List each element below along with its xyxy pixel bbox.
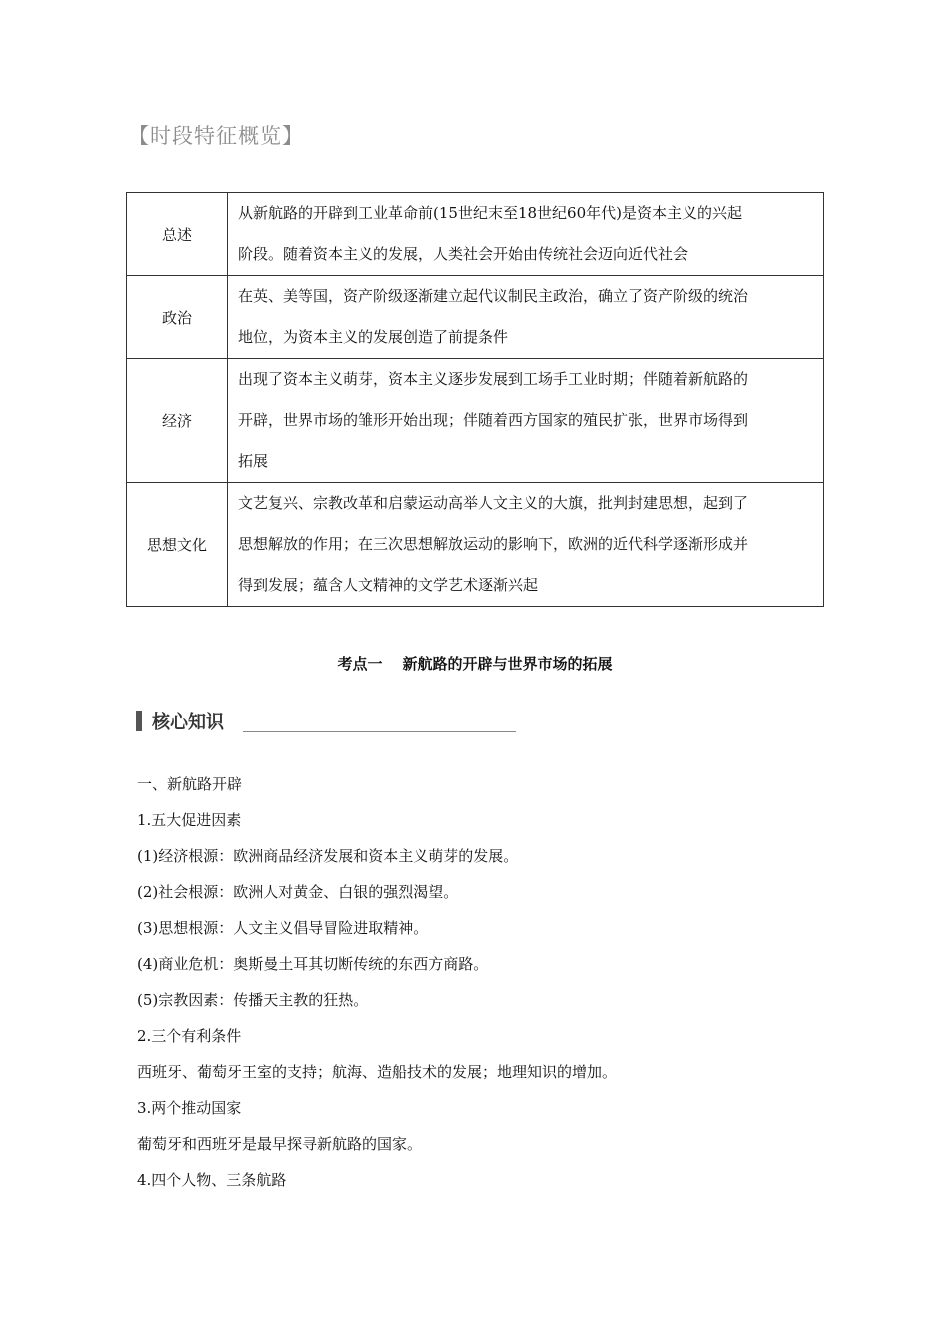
row-category: 经济 bbox=[127, 359, 228, 483]
body-line: 1.五大促进因素 bbox=[137, 811, 242, 829]
table-row bbox=[127, 483, 824, 607]
table-row bbox=[127, 193, 824, 276]
body-line: (3)思想根源：人文主义倡导冒险进取精神。 bbox=[137, 919, 429, 937]
body-line: (5)宗教因素：传播天主教的狂热。 bbox=[137, 991, 369, 1009]
description-line: 出现了资本主义萌芽，资本主义逐步发展到工场手工业时期；伴随着新航路的 bbox=[238, 370, 749, 388]
body-line: 4.四个人物、三条航路 bbox=[137, 1171, 287, 1189]
description-line: 阶段。随着资本主义的发展，人类社会开始由传统社会迈向近代社会 bbox=[238, 245, 689, 263]
exam-point-title: 新航路的开辟与世界市场的拓展 bbox=[402, 655, 613, 673]
body-line: 3.两个推动国家 bbox=[137, 1099, 242, 1117]
row-category: 思想文化 bbox=[127, 483, 228, 607]
body-text bbox=[137, 766, 837, 1198]
row-description bbox=[228, 483, 824, 607]
body-line: (2)社会根源：欧洲人对黄金、白银的强烈渴望。 bbox=[137, 883, 459, 901]
section-underline bbox=[243, 731, 516, 732]
description-line: 文艺复兴、宗教改革和启蒙运动高举人文主义的大旗，批判封建思想，起到了 bbox=[238, 494, 749, 512]
exam-point-label: 考点一 bbox=[337, 655, 383, 673]
body-line: (1)经济根源：欧洲商品经济发展和资本主义萌芽的发展。 bbox=[137, 847, 519, 865]
description-line: 得到发展；蕴含人文精神的文学艺术逐渐兴起 bbox=[238, 576, 539, 594]
description-line: 在英、美等国，资产阶级逐渐建立起代议制民主政治，确立了资产阶级的统治 bbox=[238, 287, 749, 305]
row-description bbox=[228, 359, 824, 483]
body-line: 葡萄牙和西班牙是最早探寻新航路的国家。 bbox=[137, 1135, 423, 1153]
description-line: 从新航路的开辟到工业革命前(15世纪末至18世纪60年代)是资本主义的兴起 bbox=[238, 204, 742, 222]
row-category: 政治 bbox=[127, 276, 228, 359]
description-line: 地位，为资本主义的发展创造了前提条件 bbox=[238, 328, 509, 346]
row-description bbox=[228, 193, 824, 276]
body-line: 一、新航路开辟 bbox=[137, 775, 243, 793]
section-heading bbox=[136, 708, 224, 734]
body-line: (4)商业危机：奥斯曼土耳其切断传统的东西方商路。 bbox=[137, 955, 489, 973]
overview-title: 【时段特征概览】 bbox=[128, 124, 304, 148]
section-title: 核心知识 bbox=[152, 712, 224, 733]
row-category: 总述 bbox=[127, 193, 228, 276]
description-line: 拓展 bbox=[238, 452, 269, 470]
description-line: 开辟，世界市场的雏形开始出现；伴随着西方国家的殖民扩张，世界市场得到 bbox=[238, 411, 749, 429]
overview-table bbox=[126, 192, 824, 607]
body-line: 2.三个有利条件 bbox=[137, 1027, 242, 1045]
row-description bbox=[228, 276, 824, 359]
section-bar-icon bbox=[136, 711, 142, 731]
exam-point-heading bbox=[0, 653, 950, 674]
table-row bbox=[127, 359, 824, 483]
description-line: 思想解放的作用；在三次思想解放运动的影响下，欧洲的近代科学逐渐形成并 bbox=[238, 535, 749, 553]
table-row bbox=[127, 276, 824, 359]
body-line: 西班牙、葡萄牙王室的支持；航海、造船技术的发展；地理知识的增加。 bbox=[137, 1063, 618, 1081]
